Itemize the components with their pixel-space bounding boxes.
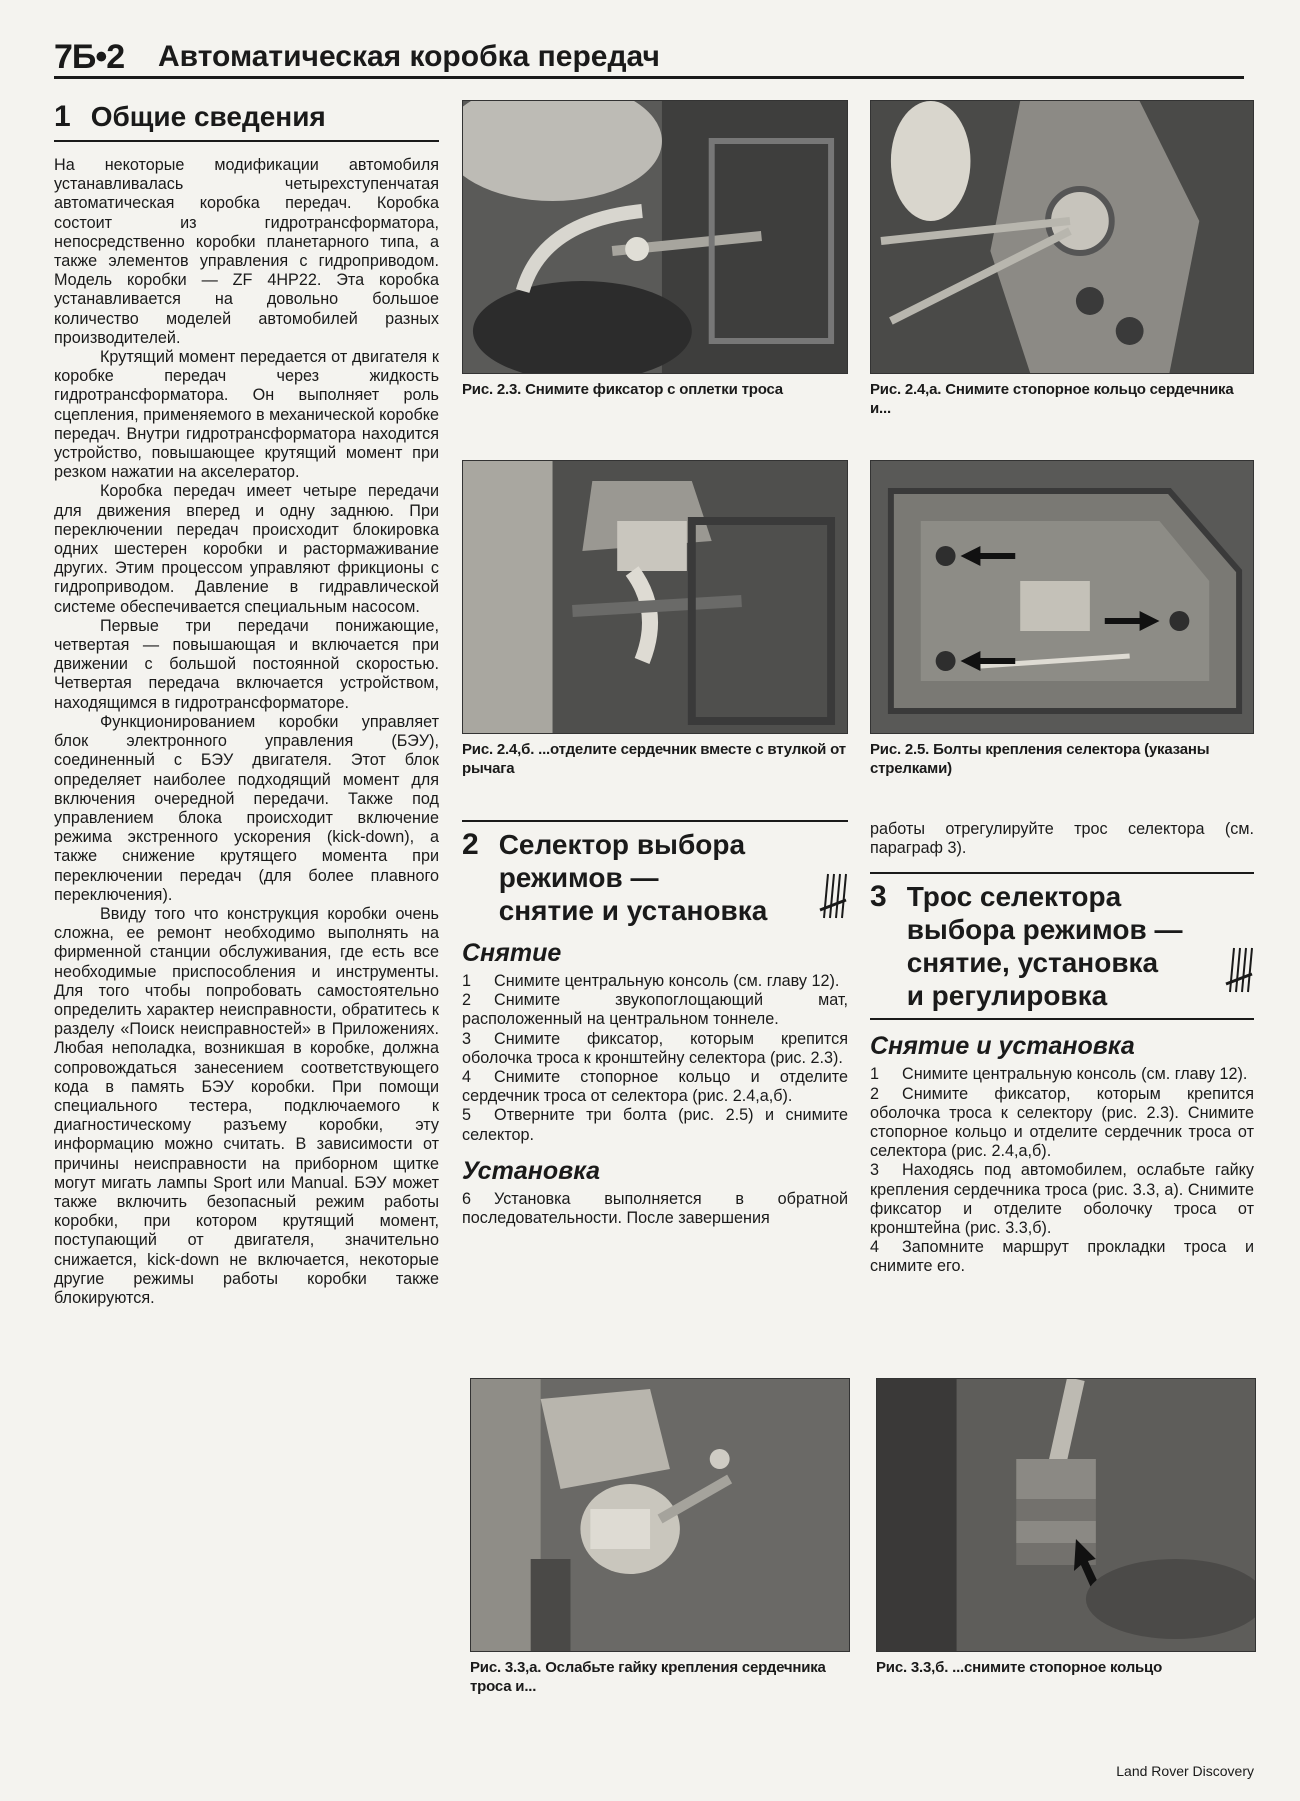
figure-3-3a bbox=[470, 1378, 850, 1696]
step: 6 Установка выполняется в обратной последовательности. После завершения bbox=[462, 1189, 848, 1228]
caption-2-3: Рис. 2.3. Снимите фиксатор с оплетки троса bbox=[462, 381, 783, 398]
caption-2-4b: Рис. 2.4,б. ...отделите сердечник вместе с втулкой от рычага bbox=[462, 741, 846, 777]
footer-brand: Land Rover Discovery bbox=[1116, 1763, 1254, 1779]
removal-install-heading: Снятие и установка bbox=[870, 1032, 1135, 1061]
page-header bbox=[54, 38, 1244, 78]
section-3-heading bbox=[870, 872, 1254, 1012]
install-heading: Установка bbox=[462, 1156, 601, 1185]
step: 3 Снимите фиксатор, которым крепится оболочка троса к кронштейну селектора (рис. 2.3). bbox=[462, 1029, 848, 1067]
difficulty-tools-icon bbox=[1224, 944, 1254, 996]
step: 1 Снимите центральную консоль (см. главу 12). bbox=[462, 972, 840, 990]
section-3-rule bbox=[870, 1018, 1254, 1020]
section-3-title-line: и регулировка bbox=[906, 980, 1108, 1012]
photo-2-4a bbox=[870, 100, 1254, 374]
paragraph: Коробка передач имеет четыре передачи для движения вперед и одну заднюю. При переключении передач происходит блокировка одних шестерен коробки и растормаживание других. Этим процессом управляют фрикционы с гидроприводом. Давление в гидравлической системе обеспечивается специальным насосом. bbox=[54, 482, 439, 616]
chapter-title: Автоматическая коробка передач bbox=[158, 40, 660, 73]
section-1-title: Общие сведения bbox=[90, 101, 326, 132]
figure-2-4a bbox=[870, 100, 1254, 418]
caption-3-3a: Рис. 3.3,а. Ослабьте гайку крепления сердечника троса и... bbox=[470, 1659, 826, 1695]
paragraph: На некоторые модификации автомобиля устанавливалась четырехступенчатая автоматическая коробка передач. Коробка состоит из гидротрансформатора, непосредственно коробки планетарного типа, а также элементов управления с гидроприводом. Модель коробки — ZF 4HP22. Эта коробка устанавливается на довольно большое количество моделей автомобилей разных производителей. bbox=[54, 156, 439, 347]
figure-2-5 bbox=[870, 460, 1254, 778]
section-3-title-line: выбора режимов — bbox=[906, 914, 1183, 946]
figure-2-4b bbox=[462, 460, 848, 778]
header-rule bbox=[54, 76, 1244, 79]
photo-2-3 bbox=[462, 100, 848, 374]
paragraph: Ввиду того что конструкция коробки очень сложна, ее ремонт необходимо выполнять на фирменной станции обслуживания, где есть все необходимые приспособления и инструменты. Для того чтобы попробовать самостоятельно определить характер неисправности, обратитесь к разделу «Поиск неисправностей» в Приложениях. Любая неполадка, возникшая в коробке, должна сопровождаться занесением соответствующего кода в память БЭУ коробки. При помощи специального тестера, подключаемого к диагностическому разъему коробки, эту информацию можно считать. В зависимости от причины неисправности на приборном щитке могут мигать лампы Sport или Manual. БЭУ может также включить безопасный режим работы коробки, при котором крутящий момент, поступающий от двигателя, значительно снижается, kick-down не включается, некоторые другие режимы работы коробки также блокируются. bbox=[54, 904, 439, 1307]
photo-2-5 bbox=[870, 460, 1254, 734]
photo-3-3b bbox=[876, 1378, 1256, 1652]
step: 4 Снимите стопорное кольцо и отделите сердечник троса от селектора (рис. 2.4,а,б). bbox=[462, 1068, 848, 1106]
figure-3-3b bbox=[876, 1378, 1256, 1677]
section-3 bbox=[870, 820, 1254, 1277]
difficulty-tools-icon bbox=[818, 870, 848, 922]
section-2-title bbox=[499, 828, 768, 927]
section-2-title-line: Селектор выбора bbox=[498, 829, 746, 860]
step: 3 Находясь под автомобилем, ослабьте гайку крепления сердечника троса (рис. 3.3, а). Снимите фиксатор и отделите оболочку троса от кронштейна (рис. 3.3,б). bbox=[870, 1161, 1254, 1238]
step: 5 Отверните три болта (рис. 2.5) и снимите селектор. bbox=[462, 1106, 848, 1144]
section-2-title-line: режимов — bbox=[498, 862, 659, 893]
column-left bbox=[54, 100, 439, 1308]
step: 1 Снимите центральную консоль (см. главу 12). bbox=[870, 1065, 1248, 1084]
section-2-number: 2 bbox=[462, 828, 479, 861]
section-3-number: 3 bbox=[870, 880, 887, 914]
section-3-title-line: Трос селектора bbox=[906, 881, 1122, 913]
section-1-body bbox=[54, 156, 439, 1308]
paragraph: Функционированием коробки управляет блок электронного управления (БЭУ), соединенный с БЭУ двигателя. Этот блок определяет наиболее подходящий момент для включения очередной передачи. Также под управлением блока происходит включение режима экстренного ускорения (kick-down), а также снижение крутящего момента при переключении передач (для более плавного переключения). bbox=[54, 712, 439, 904]
caption-2-4a: Рис. 2.4,а. Снимите стопорное кольцо сердечника и... bbox=[870, 381, 1234, 417]
step: 2 Снимите фиксатор, которым крепится оболочка троса к селектору (рис. 2.3). Снимите стопорное кольцо и отделите сердечник троса от селектора (рис. 2.4,а,б). bbox=[870, 1084, 1254, 1161]
caption-3-3b: Рис. 3.3,б. ...снимите стопорное кольцо bbox=[876, 1659, 1163, 1676]
section-3-title bbox=[907, 880, 1183, 1012]
figure-2-3 bbox=[462, 100, 848, 399]
section-2-heading bbox=[462, 820, 848, 927]
caption-2-5: Рис. 2.5. Болты крепления селектора (указаны стрелками) bbox=[870, 741, 1210, 777]
section-3-title-line: снятие, установка bbox=[906, 947, 1159, 979]
section-2-continuation: работы отрегулируйте трос селектора (см. параграф 3). bbox=[870, 820, 1254, 858]
photo-3-3a bbox=[470, 1378, 850, 1652]
section-2 bbox=[462, 820, 848, 1228]
section-1-heading bbox=[54, 100, 439, 142]
paragraph: Первые три передачи понижающие, четвертая — повышающая и включается при движении с большой постоянной скоростью. Четвертая передача включается устройством, находящимся в гидротрансформаторе. bbox=[54, 616, 439, 712]
paragraph: Крутящий момент передается от двигателя к коробке передач через жидкость гидротрансформатора. Он выполняет роль сцепления, применяемого в механической коробке передач. Внутри гидротрансформатора находится устройство, повышающее крутящий момент при резком нажатии на акселератор. bbox=[54, 348, 439, 482]
section-2-title-line: снятие и установка bbox=[498, 895, 768, 926]
step: 2 Снимите звукопоглощающий мат, расположенный на центральном тоннеле. bbox=[462, 991, 848, 1029]
step: 4 Запомните маршрут прокладки троса и снимите его. bbox=[870, 1238, 1254, 1276]
section-1-number: 1 bbox=[54, 100, 71, 133]
photo-2-4b bbox=[462, 460, 848, 734]
page-number: 7Б•2 bbox=[54, 38, 125, 76]
removal-heading: Снятие bbox=[462, 939, 562, 967]
